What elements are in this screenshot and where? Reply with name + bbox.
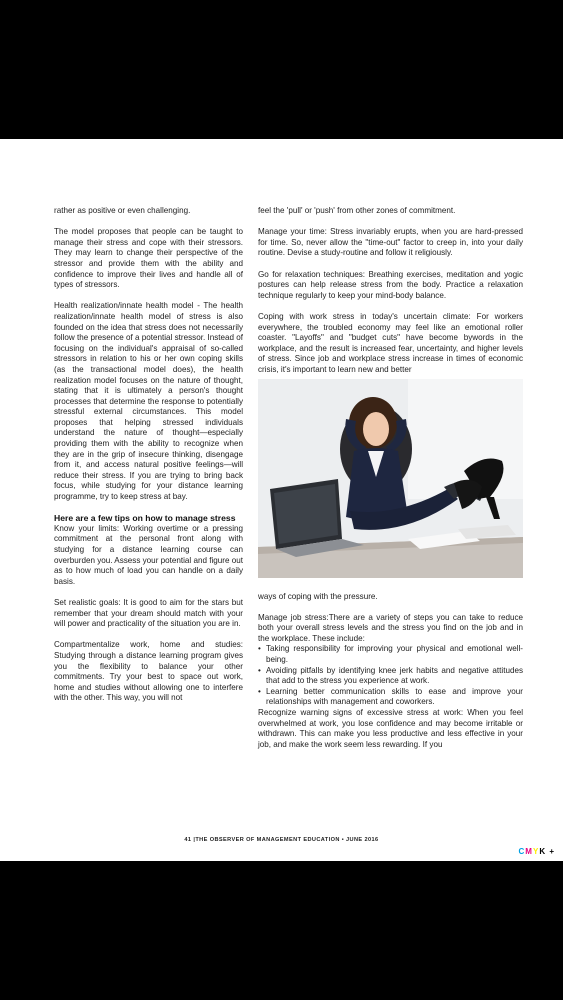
paragraph: feel the 'pull' or 'push' from other zones of commitment. (258, 206, 456, 215)
cmyk-m: M (525, 847, 533, 856)
cmyk-y: Y (532, 847, 540, 856)
paragraph: Coping with work stress in today's uncertain climate: For workers everywhere, the troubled economy may feel like an emotional roller coaster. "Layoffs" and "budget cuts" have become bywords in the workplace, and the result is increased fear, uncertainty, and higher levels of stress. Since job and workplace stress increase in times of economic crisis, it's important to learn new and better (258, 311, 523, 374)
paragraph: The model proposes that people can be taught to manage their stress and cope with their stressors. They may learn to change their perspective of the stressor and provide them with the ability and confidence to improve their lives and handle all of types of stressors. (54, 227, 243, 290)
photo-illustration (258, 379, 523, 578)
list-item: • Avoiding pitfalls by identifying knee jerk habits and negative attitudes that add to the stress you experience at work. (258, 666, 523, 687)
paragraph: Know your limits: Working overtime or a pressing commitment at the personal front along with studying for a distance learning course can overburden you. Assess your potential and figure out as to how much of load you can handle on a daily basis. (54, 523, 243, 586)
left-column (54, 206, 243, 715)
magazine-page (0, 139, 563, 861)
list-item: • Taking responsibility for improving your physical and emotional well-being. (258, 644, 523, 665)
list-item: • Learning better communication skills to ease and improve your relationships with management and coworkers. (258, 687, 523, 708)
paragraph: Health realization/innate health model - The health realization/innate health model of stress is also founded on the idea that stress does not necessarily follow the presence of a potential stressor. Instead of focusing on the individual's appraisal of so-called stressors in relation to his or her own coping skills (as the transactional model does), the health realization model focuses on the nature of thought, stating that it is ultimately a person's thought processes that determine the response to potentially stressful external circumstances. This model proposes that helping stressed individuals understand the nature of thought—especially providing them with the ability to recognize when they are in the grip of insecure thinking, disengage from it, and access natural positive feelings—will reduce their stress. If you are trying to bring back focus, while studying for your distance learning programme, try to keep stress at bay. (54, 301, 243, 502)
right-column (258, 206, 523, 761)
cmyk-c: C (518, 847, 526, 856)
paragraph: Set realistic goals: It is good to aim for the stars but remember that your dream should match with your will power and practicality of the situation you are in. (54, 597, 243, 629)
cmyk-k: K (539, 847, 547, 856)
paragraph: Compartmentalize work, home and studies: Studying through a distance learning program gives you the flexibility to balance your other commitments. Try your best to space out work, home and studies without allowing one to interfere with the other. This way, you will not (54, 640, 243, 703)
registration-plus: + (549, 847, 555, 856)
paragraph: ways of coping with the pressure. (258, 591, 378, 601)
paragraph: Manage job stress:There are a variety of steps you can take to reduce both your overall stress levels and the stress you find on the job and in the workplace. These include: (258, 612, 523, 643)
page-footer: 41 |THE OBSERVER OF MANAGEMENT EDUCATION • JUNE 2016 (184, 837, 379, 843)
paragraph: rather as positive or even challenging. (54, 206, 191, 215)
paragraph: Go for relaxation techniques: Breathing exercises, meditation and yogic postures can help release stress from the body. Practice a relaxation technique regularly to keep your mind-body balance. (258, 269, 523, 300)
paragraph: Manage your time: Stress invariably erupts, when you are hard-pressed for time. So, never allow the "time-out" factor to creep in, into your daily routine. Devise a study-routine and follow it religiously. (258, 227, 523, 258)
section-heading: Here are a few tips on how to manage stress (54, 513, 236, 524)
paragraph: Recognize warning signs of excessive stress at work: When you feel overwhelmed at work, you lose confidence and may become irritable or withdrawn. This can make you less productive and less effective in your job, and make the work seem less rewarding. If you (258, 708, 523, 749)
relaxing-businesswoman-photo (258, 379, 523, 578)
cmyk-color-marks (519, 847, 555, 856)
bullet-list (258, 644, 523, 708)
